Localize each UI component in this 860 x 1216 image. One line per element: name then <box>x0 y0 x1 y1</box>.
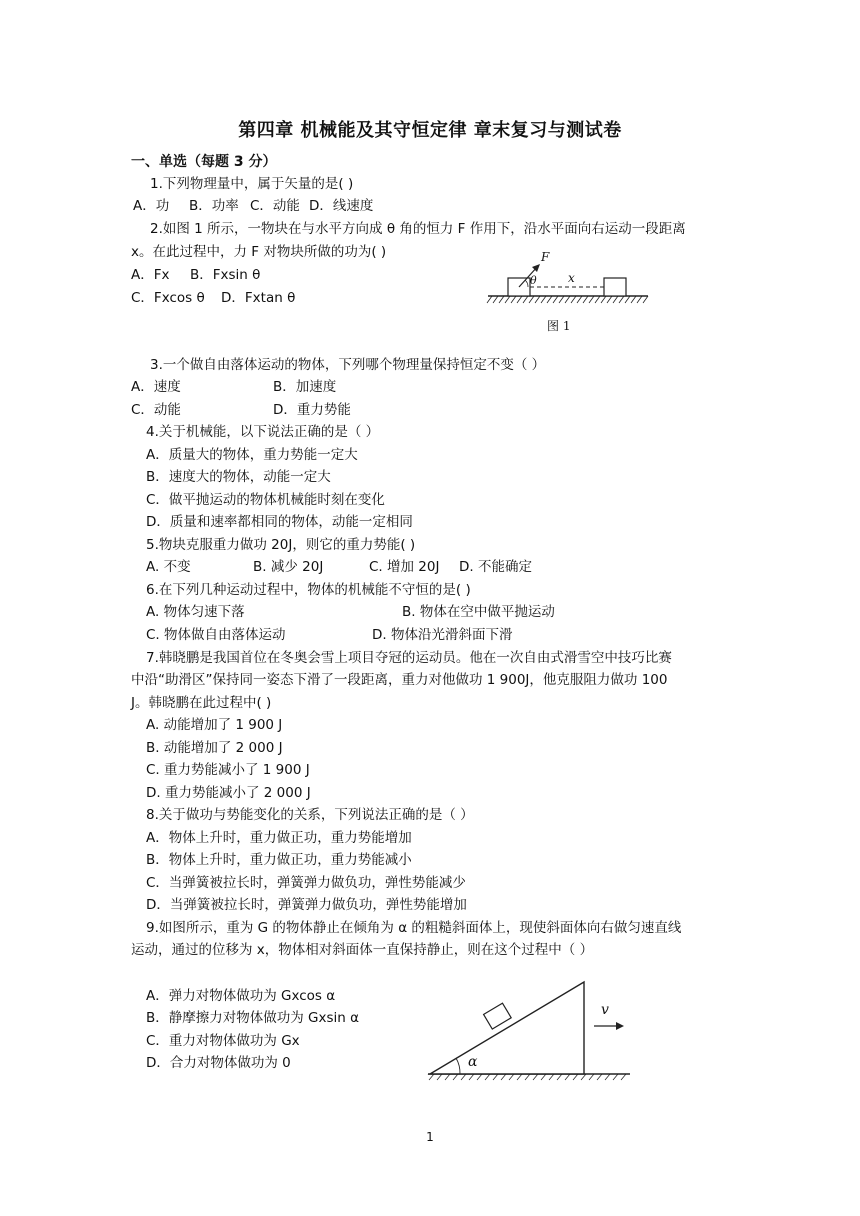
question-1-option-a: A．功 <box>133 198 170 214</box>
question-1-option-b: B．功率 <box>189 198 239 214</box>
question-8-option-d: D．当弹簧被拉长时，弹簧弹力做负功，弹性势能增加 <box>146 897 467 913</box>
question-2-option-a: A．Fx <box>131 267 170 283</box>
question-9-option-d: D．合力对物体做功为 0 <box>146 1055 291 1071</box>
question-2-stem-line-2: x。在此过程中，力 F 对物块所做的功为( ) <box>131 244 387 260</box>
figure-1-label-theta: θ <box>530 274 537 287</box>
question-8-stem: 8.关于做功与势能变化的关系，下列说法正确的是（ ） <box>146 807 474 823</box>
question-7-stem-line-3: J。韩晓鹏在此过程中( ) <box>131 695 272 711</box>
question-1-option-d: D．线速度 <box>309 198 374 214</box>
question-2-option-c: C．Fxcos θ <box>131 290 205 306</box>
question-9-option-b: B．静摩擦力对物体做功为 Gxsin α <box>146 1010 360 1026</box>
question-7-option-d: D. 重力势能减小了 2 000 J <box>146 785 311 801</box>
question-4-option-d: D．质量和速率都相同的物体，动能一定相同 <box>146 514 413 530</box>
question-9-stem-line-2: 运动，通过的位移为 x，物体相对斜面体一直保持静止，则在这个过程中（ ） <box>131 942 594 958</box>
question-6-option-d: D. 物体沿光滑斜面下滑 <box>372 627 513 643</box>
page-title: 第四章 机械能及其守恒定律 章末复习与测试卷 <box>238 120 622 141</box>
question-5-option-c: C. 增加 20J <box>369 559 440 575</box>
figure-2-label-alpha: α <box>468 1054 478 1070</box>
question-5-option-b: B. 减少 20J <box>253 559 324 575</box>
question-8-option-b: B．物体上升时，重力做正功，重力势能减小 <box>146 852 412 868</box>
question-3-option-d: D．重力势能 <box>273 402 351 418</box>
block-on-incline <box>484 1003 512 1029</box>
question-8-option-a: A．物体上升时，重力做正功，重力势能增加 <box>146 830 412 846</box>
question-9-option-c: C．重力对物体做功为 Gx <box>146 1033 300 1049</box>
question-1-option-c: C．动能 <box>250 198 300 214</box>
question-3-option-c: C．动能 <box>131 402 181 418</box>
question-6-option-c: C. 物体做自由落体运动 <box>146 627 286 643</box>
section-heading: 一、单选（每题 3 分） <box>131 154 277 170</box>
question-1-stem: 1.下列物理量中，属于矢量的是( ) <box>150 176 354 192</box>
question-4-option-a: A．质量大的物体，重力势能一定大 <box>146 447 358 463</box>
question-6-stem: 6.在下列几种运动过程中，物体的机械能不守恒的是( ) <box>146 582 471 598</box>
incline-wedge <box>430 982 584 1074</box>
question-4-stem: 4.关于机械能，以下说法正确的是（ ） <box>146 424 380 440</box>
question-7-stem-line-1: 7.韩晓鹏是我国首位在冬奥会雪上项目夺冠的运动员。他在一次自由式滑雪空中技巧比赛 <box>146 650 672 666</box>
question-7-option-b: B. 动能增加了 2 000 J <box>146 740 283 756</box>
question-5-stem: 5.物块克服重力做功 20J，则它的重力势能( ) <box>146 537 416 553</box>
page-number: 1 <box>426 1130 434 1144</box>
question-7-option-c: C. 重力势能减小了 1 900 J <box>146 762 310 778</box>
figure-2-label-v: v <box>601 1002 609 1018</box>
question-3-option-a: A．速度 <box>131 379 181 395</box>
block-end <box>604 278 626 296</box>
question-6-option-a: A. 物体匀速下落 <box>146 604 245 620</box>
figure-1-caption: 图 1 <box>547 319 571 333</box>
question-3-option-b: B．加速度 <box>273 379 337 395</box>
question-5-option-a: A. 不变 <box>146 559 191 575</box>
question-2-stem-line-1: 2.如图 1 所示，一物块在与水平方向成 θ 角的恒力 F 作用下，沿水平面向右运动一段距离 <box>150 221 686 237</box>
figure-2-incline-diagram <box>424 978 634 1084</box>
question-9-stem-line-1: 9.如图所示，重为 G 的物体静止在倾角为 α 的粗糙斜面体上，现使斜面体向右做匀速直线 <box>146 920 682 936</box>
question-6-option-b: B. 物体在空中做平抛运动 <box>402 604 555 620</box>
question-4-option-b: B．速度大的物体，动能一定大 <box>146 469 331 485</box>
question-9-option-a: A．弹力对物体做功为 Gxcos α <box>146 988 336 1004</box>
question-7-option-a: A. 动能增加了 1 900 J <box>146 717 283 733</box>
question-2-option-b: B．Fxsin θ <box>190 267 261 283</box>
question-5-option-d: D. 不能确定 <box>459 559 532 575</box>
question-3-stem: 3.一个做自由落体运动的物体，下列哪个物理量保持恒定不变（ ） <box>150 357 546 373</box>
figure-1-label-x: x <box>568 271 575 285</box>
question-4-option-c: C．做平抛运动的物体机械能时刻在变化 <box>146 492 385 508</box>
question-8-option-c: C．当弹簧被拉长时，弹簧弹力做负功，弹性势能减少 <box>146 875 466 891</box>
figure-1-label-f: F <box>541 250 550 264</box>
question-2-option-d: D．Fxtan θ <box>221 290 296 306</box>
question-7-stem-line-2: 中沿“助滑区”保持同一姿态下滑了一段距离，重力对他做功 1 900J，他克服阻力做功 100 <box>131 672 668 688</box>
